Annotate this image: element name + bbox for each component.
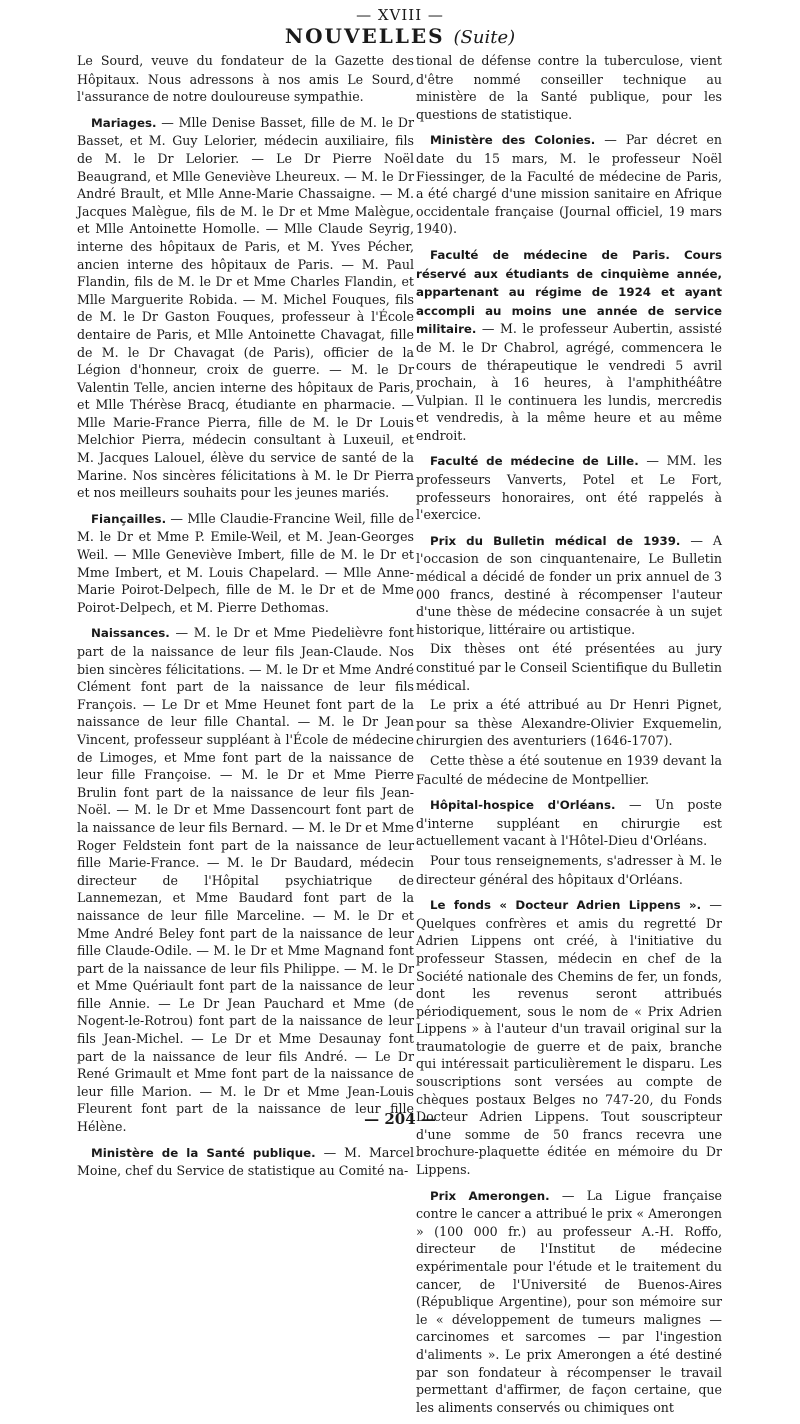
page-number: — 204 — <box>364 1110 436 1128</box>
page-folio: — XVIII — <box>356 6 444 24</box>
paragraph: Prix du Bulletin médical de 1939. — A l'occasion de son cinquantenaire, Le Bulletin médical a décidé de fonder un prix annuel de 3 000 francs, destiné à récompenser l'auteur d'une thèse de médecine consacrée à un sujet historique, littéraire ou artistique. <box>416 532 723 637</box>
heading: Ministère des Colonies. <box>430 133 596 148</box>
paragraph: Hôpital-hospice d'Orléans. — Un poste d'interne suppléant en chirurgie est actuellement vacant à l'Hôtel-Dieu d'Orléans. <box>416 797 722 849</box>
heading: Prix du Bulletin médical de 1939. <box>430 533 681 548</box>
paragraph: tional de défense contre la tuberculose, vient d'être nommé conseiller technique au ministère de la Santé publique, pour les questions de statistique. <box>416 53 722 122</box>
paragraph: Fiançailles. — Mlle Claudie-Francine Weil, fille de M. le Dr et Mme P. Emile-Weil, et M. Jean-Georges Weil. — Mlle Geneviève Imbert, fille de M. le Dr et Mme Imbert, et M. Louis Chapelard. — Mlle Anne-Marie Poirot-Delpech, fille de M. le Dr et de Mme Poirot-Delpech, et M. Pierre Dethomas. <box>77 510 414 615</box>
paragraph: Le Sourd, veuve du fondateur de la Gazette des Hôpitaux. Nous adressons à nos amis Le Sourd, l'assurance de notre douloureuse sympathie. <box>77 53 414 105</box>
paragraph: Pour tous renseignements, s'adresser à M. le directeur général des hôpitaux d'Orléans. <box>416 852 722 887</box>
page-title <box>0 24 800 48</box>
right-column <box>416 52 722 1424</box>
heading: Prix Amerongen. <box>430 1188 550 1203</box>
heading: Ministère de la Santé publique. <box>91 1145 316 1160</box>
paragraph: Ministère des Colonies. — Par décret en date du 15 mars, M. le professeur Noël Fiessinger, de la Faculté de médecine de Paris, a été chargé d'une mission sanitaire en Afrique occidentale française (Journal officiel, 19 mars 1940). <box>416 132 722 237</box>
heading: Mariages. <box>91 115 157 130</box>
paragraph: Faculté de médecine de Paris. Cours réservé aux étudiants de cinquième année, appartenant au régime de 1924 et ayant accompli au moins une année de service militaire. — M. le professeur Aubertin, assisté de M. le Dr Chabrol, agrégé, commencera le cours de thérapeutique le vendredi 5 avril prochain, à 16 heures, à l'amphithéâtre Vulpian. Il le continuera les lundis, mercredis et vendredis, à la même heure et au même endroit. <box>416 247 722 443</box>
paragraph: Faculté de médecine de Lille. — MM. les professeurs Vanverts, Potel et Le Fort, professeurs honoraires, ont été rappelés à l'exercice. <box>416 453 722 523</box>
paragraph: Naissances. — M. le Dr et Mme Piedelièvre font part de la naissance de leur fils Jean-Claude. Nos bien sincères félicitations. — M. le Dr et Mme André Clément font part de la naissance de leur fils François. — Le Dr et Mme Heunet font part de la naissance de leur fille Chantal. — M. le Dr Jean Vincent, professeur suppléant à l'École de médecine de Limoges, et Mme font part de la naissance de leur fille Françoise. — M. le Dr et Mme Pierre Brulin font part de la naissance de leur fils Jean-Noël. — M. le Dr et Mme Dassencourt font part de la naissance de leur fils Bernard. — M. le Dr et Mme Roger Feldstein font part de la naissance de leur fille Marie-France. — M. le Dr Baudard, médecin directeur de l'Hôpital psychiatrique de Lannemezan, et Mme Baudard font part de la naissance de leur fille Marceline. — M. le Dr et Mme André Beley font part de la naissance de leur fille Claude-Odile. — M. le Dr et Mme Magnand font part de la naissance de leur fils Philippe. — M. le Dr et Mme Quériault font part de la naissance de leur fille Annie. — Le Dr Jean Pauchard et Mme (de Nogent-le-Rotrou) font part de la naissance de leur fils Jean-Michel. — Le Dr et Mme Desaunay font part de la naissance de leur fils André. — Le Dr René Grimault et Mme font part de la naissance de leur fille Marion. — M. le Dr et Mme Jean-Louis Fleurent font part de la naissance de leur fille Hélène. <box>77 625 414 1135</box>
left-column <box>77 52 414 1188</box>
heading: Faculté de médecine de Paris. Cours réservé aux étudiants de cinquième année, appartenant au régime de 1924 et ayant accompli au moins une année de service militaire. <box>416 247 722 337</box>
paragraph: Le prix a été attribué au Dr Henri Pignet, pour sa thèse Alexandre-Olivier Exquemelin, chirurgien des aventuriers (1646-1707). <box>416 697 722 749</box>
heading: Fiançailles. <box>91 511 167 526</box>
paragraph: Ministère de la Santé publique. — M. Marcel Moine, chef du Service de statistique au Comité na- <box>77 1144 414 1179</box>
heading: Naissances. <box>91 626 170 641</box>
heading: Hôpital-hospice d'Orléans. <box>430 798 616 813</box>
heading: Le fonds « Docteur Adrien Lippens ». <box>430 898 702 913</box>
paragraph: Mariages. — Mlle Denise Basset, fille de M. le Dr Basset, et M. Guy Lelorier, médecin auxiliaire, fils de M. le Dr Lelorier. — Le Dr Pierre Noël Beaugrand, et Mlle Geneviève Lheureux. — M. le Dr André Brault, et Mlle Anne-Marie Chassaigne. — M. Jacques Malègue, fils de M. le Dr et Mme Malègue, et Mlle Antoinette Homolle. — Mlle Claude Seyrig, interne des hôpitaux de Paris, et M. Yves Pécher, ancien interne des hôpitaux de Paris. — M. Paul Flandin, fils de M. le Dr et Mme Charles Flandin, et Mlle Marguerite Robida. — M. Michel Fouques, fils de M. le Dr Gaston Fouques, professeur à l'École dentaire de Paris, et Mlle Antoinette Chavagat, fille de M. le Dr Chavagat (de Paris), officier de la Légion d'honneur, croix de guerre. — M. le Dr Valentin Telle, ancien interne des hôpitaux de Paris, et Mlle Thérèse Bracq, étudiante en pharmacie. — Mlle Marie-France Pierra, fille de M. le Dr Louis Melchior Pierra, médecin consultant à Luxeuil, et M. Jacques Lalouel, élève du service de santé de la Marine. Nos sincères félicitations à M. le Dr Pierra et nos meilleurs souhaits pour les jeunes mariés. <box>77 114 414 501</box>
paragraph: Le fonds « Docteur Adrien Lippens ». — Quelques confrères et amis du regretté Dr Adrien Lippens ont créé, à l'initiative du professeur Stassen, médecin en chef de la Société nationale des Chemins de fer, un fonds, dont les revenus seront attribués périodiquement, sous le nom de « Prix Adrien Lippens » à l'auteur d'un travail original sur la traumatologie de guerre et de paix, branche qui intéressait particulièrement le disparu. Les souscriptions sont versées au compte de chèques postaux Belges no 747-20, du Fonds Docteur Adrien Lippens. Tout souscripteur d'une somme de 50 francs recevra une brochure-plaquette éditée en mémoire du Dr Lippens. <box>416 897 723 1178</box>
heading: Faculté de médecine de Lille. <box>430 454 639 469</box>
paragraph: Prix Amerongen. — La Ligue française contre le cancer a attribué le prix « Amerongen » (100 000 fr.) au professeur A.-H. Roffo, directeur de l'Institut de médecine expérimentale pour l'étude et le traitement du cancer, de l'Université de Buenos-Aires (République Argentine), pour son mémoire sur le « développement de tumeurs malignes — carcinomes et sarcomes — par l'ingestion d'aliments ». Le prix Amerongen a été destiné par son fondateur à récompenser le travail permettant d'affirmer, de façon certaine, que les aliments conservés ou chimiques ont <box>416 1187 722 1415</box>
section-title: NOUVELLES <box>284 24 445 48</box>
section-subtitle: (Suite) <box>453 27 516 48</box>
paragraph: Dix thèses ont été présentées au jury constitué par le Conseil Scientifique du Bulletin médical. <box>416 641 722 693</box>
paragraph: Cette thèse a été soutenue en 1939 devant la Faculté de médecine de Montpellier. <box>416 752 722 787</box>
